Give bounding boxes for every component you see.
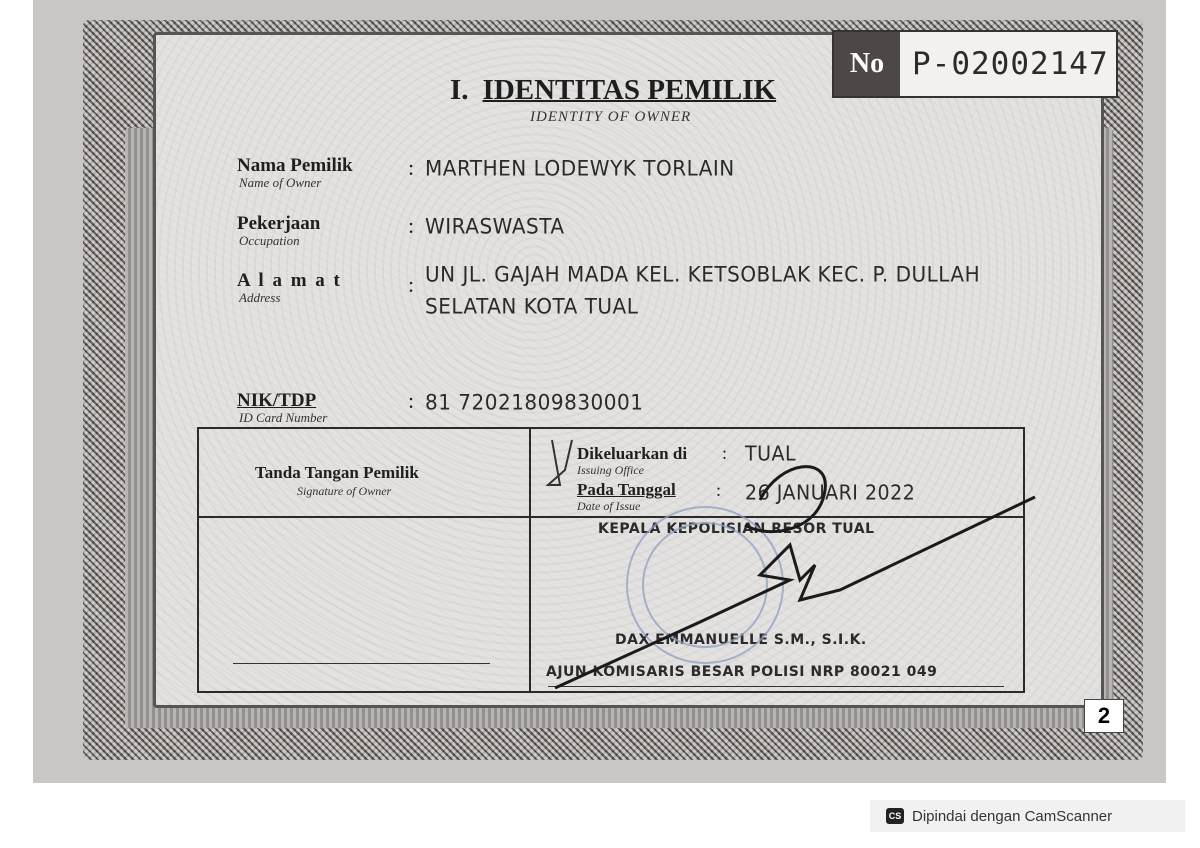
colon: : [716, 480, 722, 500]
colon: : [408, 155, 415, 180]
owner-name-label: Nama Pemilik [237, 155, 353, 176]
colon: : [408, 213, 415, 238]
nik-value: 81 72021809830001 [425, 389, 644, 415]
camscanner-label: Dipindai dengan CamScanner [912, 807, 1113, 825]
official-title: KEPALA KEPOLISIAN RESOR TUAL [598, 521, 875, 537]
address-label: A l a m a t [237, 270, 342, 291]
owner-signature-label: Tanda Tangan Pemilik [255, 463, 419, 482]
address-sublabel: Address [239, 290, 281, 305]
issued-at-value: TUAL [745, 442, 797, 466]
page-number: 2 [1084, 699, 1124, 733]
issue-date-value: 26 JANUARI 2022 [745, 481, 916, 505]
serial-prefix: No [834, 32, 900, 96]
address-line-2: SELATAN KOTA TUAL [425, 293, 639, 319]
issued-at-label: Dikeluarkan di [577, 444, 688, 463]
section-subtitle: IDENTITY OF OWNER [530, 109, 692, 125]
occupation-label: Pekerjaan [237, 213, 321, 234]
colon: : [408, 272, 415, 297]
title-text: IDENTITAS PEMILIK [482, 74, 777, 106]
issued-at-sublabel: Issuing Office [577, 463, 644, 477]
address-line-1: UN JL. GAJAH MADA KEL. KETSOBLAK KEC. P. DULLAH [425, 261, 981, 287]
camscanner-icon: CS [886, 808, 904, 824]
handwritten-mark [548, 440, 572, 485]
colon: : [722, 443, 728, 463]
owner-signature-sublabel: Signature of Owner [297, 484, 392, 498]
occupation-value: WIRASWASTA [425, 213, 565, 239]
issue-date-sublabel: Date of Issue [577, 499, 641, 513]
owner-name-sublabel: Name of Owner [239, 175, 322, 190]
nik-label: NIK/TDP [237, 390, 317, 411]
nik-sublabel: ID Card Number [239, 410, 328, 425]
occupation-sublabel: Occupation [239, 233, 300, 248]
colon: : [408, 388, 415, 413]
serial-number: P-02002147 [900, 32, 1116, 96]
owner-name-value: MARTHEN LODEWYK TORLAIN [425, 155, 735, 181]
official-rank: AJUN KOMISARIS BESAR POLISI NRP 80021 049 [546, 664, 938, 680]
issue-date-label: Pada Tanggal [577, 480, 676, 499]
camscanner-watermark [870, 800, 1185, 832]
official-name: DAX EMMANUELLE S.M., S.I.K. [615, 632, 867, 648]
section-number: I. [450, 74, 469, 106]
